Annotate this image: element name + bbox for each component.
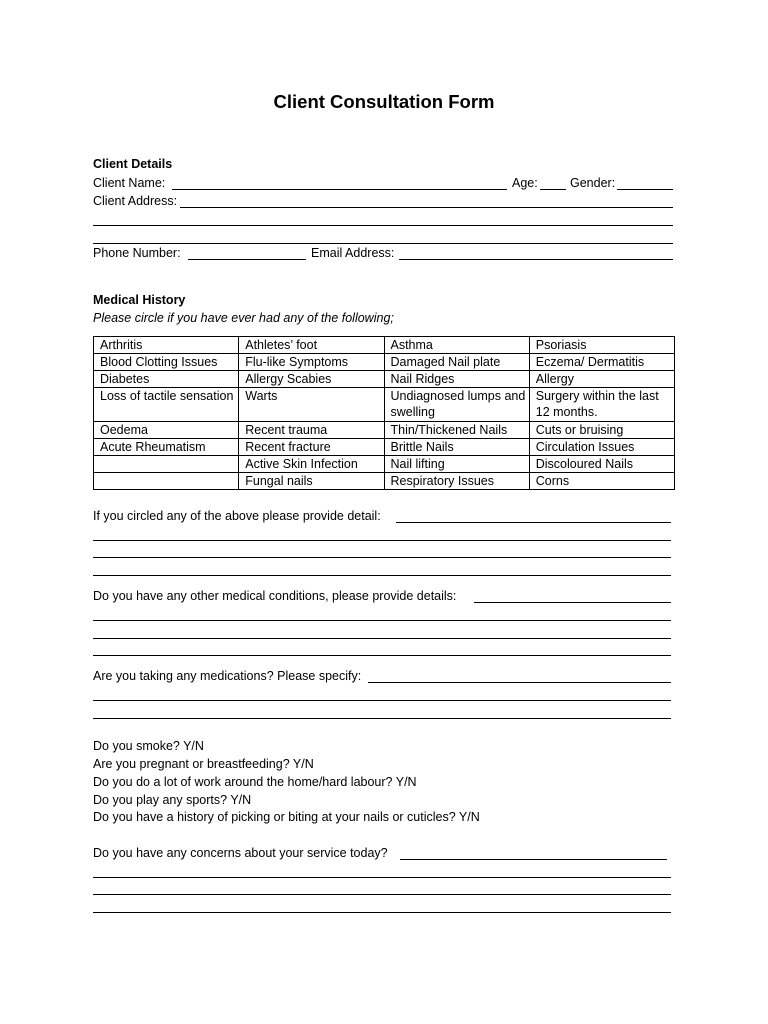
other-conditions-field[interactable] bbox=[474, 602, 671, 603]
empty-cell bbox=[94, 473, 239, 490]
condition-cell[interactable]: Athletes’ foot bbox=[239, 337, 384, 354]
condition-cell[interactable]: Psoriasis bbox=[529, 337, 674, 354]
client-address-line-3[interactable] bbox=[93, 243, 673, 244]
table-row bbox=[94, 337, 675, 354]
condition-cell[interactable]: Flu-like Symptoms bbox=[239, 354, 384, 371]
table-row bbox=[94, 422, 675, 439]
condition-cell[interactable]: Circulation Issues bbox=[529, 439, 674, 456]
table-row bbox=[94, 439, 675, 456]
form-title: Client Consultation Form bbox=[273, 91, 495, 112]
condition-cell[interactable]: Cuts or bruising bbox=[529, 422, 674, 439]
other-conditions-line-2[interactable] bbox=[93, 620, 671, 621]
medications-label: Are you taking any medications? Please specify: bbox=[93, 669, 362, 683]
circled-detail-field[interactable] bbox=[396, 522, 671, 523]
concerns-label: Do you have any concerns about your service today? bbox=[93, 846, 388, 860]
condition-cell[interactable]: Allergy Scabies bbox=[239, 371, 384, 388]
client-address-field[interactable] bbox=[180, 207, 673, 208]
condition-cell[interactable]: Warts bbox=[239, 388, 384, 422]
gender-field[interactable] bbox=[617, 189, 673, 190]
condition-cell[interactable]: Acute Rheumatism bbox=[94, 439, 239, 456]
table-row bbox=[94, 473, 675, 490]
condition-cell[interactable]: Discoloured Nails bbox=[529, 456, 674, 473]
condition-cell[interactable]: Nail lifting bbox=[384, 456, 529, 473]
phone-field[interactable] bbox=[188, 259, 306, 260]
condition-cell[interactable]: Active Skin Infection bbox=[239, 456, 384, 473]
condition-cell[interactable]: Loss of tactile sensation bbox=[94, 388, 239, 422]
circled-detail-line-3[interactable] bbox=[93, 557, 671, 558]
client-name-field[interactable] bbox=[172, 189, 507, 190]
other-conditions-line-3[interactable] bbox=[93, 638, 671, 639]
condition-cell[interactable]: Undiagnosed lumps and swelling bbox=[384, 388, 529, 422]
condition-cell[interactable]: Fungal nails bbox=[239, 473, 384, 490]
phone-label: Phone Number: bbox=[93, 246, 181, 260]
condition-cell[interactable]: Brittle Nails bbox=[384, 439, 529, 456]
smoke-question: Do you smoke? Y/N bbox=[93, 739, 204, 753]
age-label: Age: bbox=[512, 176, 538, 190]
gender-label: Gender: bbox=[570, 176, 616, 190]
concerns-line-2[interactable] bbox=[93, 877, 671, 878]
medical-history-heading: Medical History bbox=[93, 293, 186, 307]
circled-detail-label: If you circled any of the above please provide detail: bbox=[93, 509, 381, 523]
medications-field[interactable] bbox=[368, 682, 671, 683]
concerns-field[interactable] bbox=[400, 859, 667, 860]
concerns-line-4[interactable] bbox=[93, 912, 671, 913]
other-conditions-line-4[interactable] bbox=[93, 655, 671, 656]
client-address-label: Client Address: bbox=[93, 194, 178, 208]
pregnant-question: Are you pregnant or breastfeeding? Y/N bbox=[93, 757, 314, 771]
condition-cell[interactable]: Diabetes bbox=[94, 371, 239, 388]
circled-detail-line-2[interactable] bbox=[93, 540, 671, 541]
medications-line-2[interactable] bbox=[93, 700, 671, 701]
medications-line-3[interactable] bbox=[93, 718, 671, 719]
condition-cell[interactable]: Respiratory Issues bbox=[384, 473, 529, 490]
condition-cell[interactable]: Nail Ridges bbox=[384, 371, 529, 388]
condition-cell[interactable]: Eczema/ Dermatitis bbox=[529, 354, 674, 371]
age-field[interactable] bbox=[540, 189, 566, 190]
client-details-heading: Client Details bbox=[93, 157, 173, 171]
condition-cell[interactable]: Allergy bbox=[529, 371, 674, 388]
client-address-line-2[interactable] bbox=[93, 225, 673, 226]
work-question: Do you do a lot of work around the home/hard labour? Y/N bbox=[93, 775, 417, 789]
empty-cell bbox=[94, 456, 239, 473]
condition-cell[interactable]: Recent trauma bbox=[239, 422, 384, 439]
concerns-line-3[interactable] bbox=[93, 894, 671, 895]
table-row bbox=[94, 388, 675, 422]
table-row bbox=[94, 354, 675, 371]
condition-cell[interactable]: Oedema bbox=[94, 422, 239, 439]
other-conditions-label: Do you have any other medical conditions, please provide details: bbox=[93, 589, 457, 603]
table-row bbox=[94, 456, 675, 473]
table-row bbox=[94, 371, 675, 388]
condition-cell[interactable]: Surgery within the last 12 months. bbox=[529, 388, 674, 422]
circled-detail-line-4[interactable] bbox=[93, 575, 671, 576]
condition-cell[interactable]: Thin/Thickened Nails bbox=[384, 422, 529, 439]
conditions-table bbox=[93, 336, 675, 490]
condition-cell[interactable]: Blood Clotting Issues bbox=[94, 354, 239, 371]
condition-cell[interactable]: Damaged Nail plate bbox=[384, 354, 529, 371]
client-name-label: Client Name: bbox=[93, 176, 166, 190]
sports-question: Do you play any sports? Y/N bbox=[93, 793, 252, 807]
email-field[interactable] bbox=[399, 259, 673, 260]
condition-cell[interactable]: Asthma bbox=[384, 337, 529, 354]
condition-cell[interactable]: Corns bbox=[529, 473, 674, 490]
picking-question: Do you have a history of picking or biting at your nails or cuticles? Y/N bbox=[93, 810, 480, 824]
condition-cell[interactable]: Recent fracture bbox=[239, 439, 384, 456]
email-label: Email Address: bbox=[311, 246, 395, 260]
condition-cell[interactable]: Arthritis bbox=[94, 337, 239, 354]
medical-history-instruction: Please circle if you have ever had any of the following; bbox=[93, 311, 394, 325]
